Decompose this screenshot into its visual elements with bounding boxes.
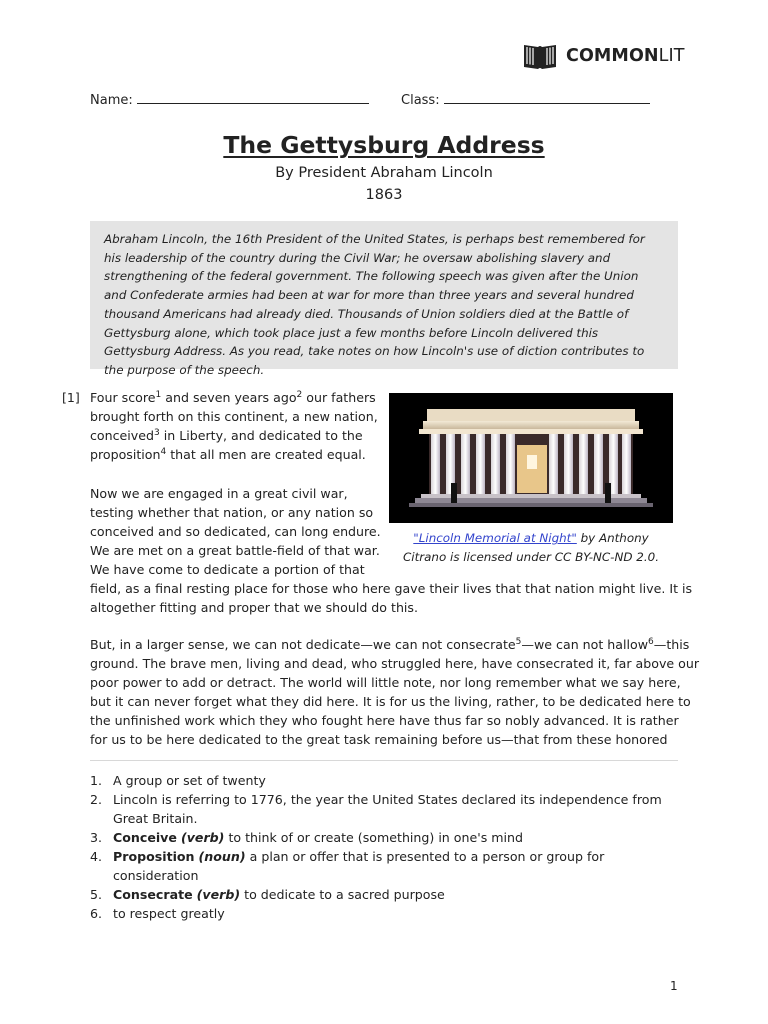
lincoln-memorial-photo [389,393,673,523]
paragraph-number: [1] [62,390,80,405]
intro-summary: Abraham Lincoln, the 16th President of the United States, is perhaps best remembered for his leadership of the country during the Civil War; he oversaw abolishing slavery and strengthening of the federal government. The following speech was given after the Union and Confederate armies had been at war for more than three years and several hundred thousand Americans had already died. Thousands of Union soldiers died at the Battle of Gettysburg alone, which took place just a few months before Lincoln delivered this Gettysburg Address. As you read, take notes on how Lincoln's use of diction contributes to the purpose of the speech. [90,221,678,369]
text-line: testing whether that nation, or any nation so [90,505,374,520]
text-line: We have come to dedicate a portion of that [90,562,365,577]
logo-wordmark: COMMONLIT [566,46,685,66]
footnote-ref-6[interactable]: 6 [648,637,654,647]
footnote-item: 3. Conceive (verb) to think of or create (something) in one's mind [90,830,524,845]
text-line: for us to be here dedicated to the great task remaining before us—that from these honored [90,732,668,747]
text-line: Four score$^1$ and seven years ago$^2$ our fathers [90,390,376,405]
text-line: poor power to add or detract. The world will little note, nor long remember what we say here, [90,675,681,690]
text-line: ground. The brave men, living and dead, who struggled here, have consecrated it, far above our [90,656,700,671]
text-line: but it can never forget what they did here. It is for us the living, rather, to be dedicated here to [90,694,691,709]
text-line: conceived$^3$ in Liberty, and dedicated to the [90,428,363,443]
author-byline: By President Abraham Lincoln [275,165,493,181]
footnote-item: 6. to respect greatly [90,906,225,921]
text-line: the unfinished work which they who fought here have thus far so nobly advanced. It is rather [90,713,679,728]
text-line: But, in a larger sense, we can not dedicate—we can not consecrate$^5$—we can not hallow$^6$—this [90,637,690,652]
footnote-ref-4[interactable]: 4 [160,447,167,457]
text-line: proposition$^4$ that all men are created equal. [90,447,366,462]
class-field[interactable] [401,92,650,108]
footnote-ref-1[interactable]: 1 [155,390,162,400]
footnote-item: 5. Consecrate (verb) to dedicate to a sacred purpose [90,887,445,902]
publication-year: 1863 [365,187,403,203]
name-blank[interactable] [137,92,369,104]
name-label: Name: [90,93,133,108]
photo-caption: "Lincoln Memorial at Night" by Anthony Citrano is licensed under CC BY-NC-ND 2.0. [402,531,659,564]
text-line: altogether fitting and proper that we should do this. [90,600,418,615]
page-title: The Gettysburg Address [223,131,545,159]
photo-source-link[interactable]: "Lincoln Memorial at Night" [413,531,577,545]
open-book-icon [522,42,558,70]
lincoln-memorial-illustration [389,393,673,523]
commonlit-logo [522,42,685,70]
footnote-item: 4. Proposition (noun) a plan or offer that is presented to a person or group for consideration [90,849,605,883]
text-line: We are met on a great battle-field of that war. [90,543,380,558]
text-line: Now we are engaged in a great civil war, [90,486,348,501]
footnote-ref-3[interactable]: 3 [153,428,160,438]
footnote-ref-5[interactable]: 5 [515,637,522,647]
footnote-item: 2. Lincoln is referring to 1776, the year the United States declared its independence from Great Britain. [90,792,662,826]
class-label: Class: [401,93,440,108]
name-field[interactable] [90,92,369,108]
class-blank[interactable] [444,92,650,104]
page-number: 1 [670,979,678,993]
footnote-item: 1. A group or set of twenty [90,773,266,788]
footnotes-list [90,771,680,923]
text-line: conceived and so dedicated, can long endure. [90,524,381,539]
footnote-ref-2[interactable]: 2 [296,390,303,400]
text-line: field, as a final resting place for those who here gave their lives that that nation might live. It is [90,581,693,596]
text-line: brought forth on this continent, a new nation, [90,409,378,424]
footnote-divider [90,760,678,761]
